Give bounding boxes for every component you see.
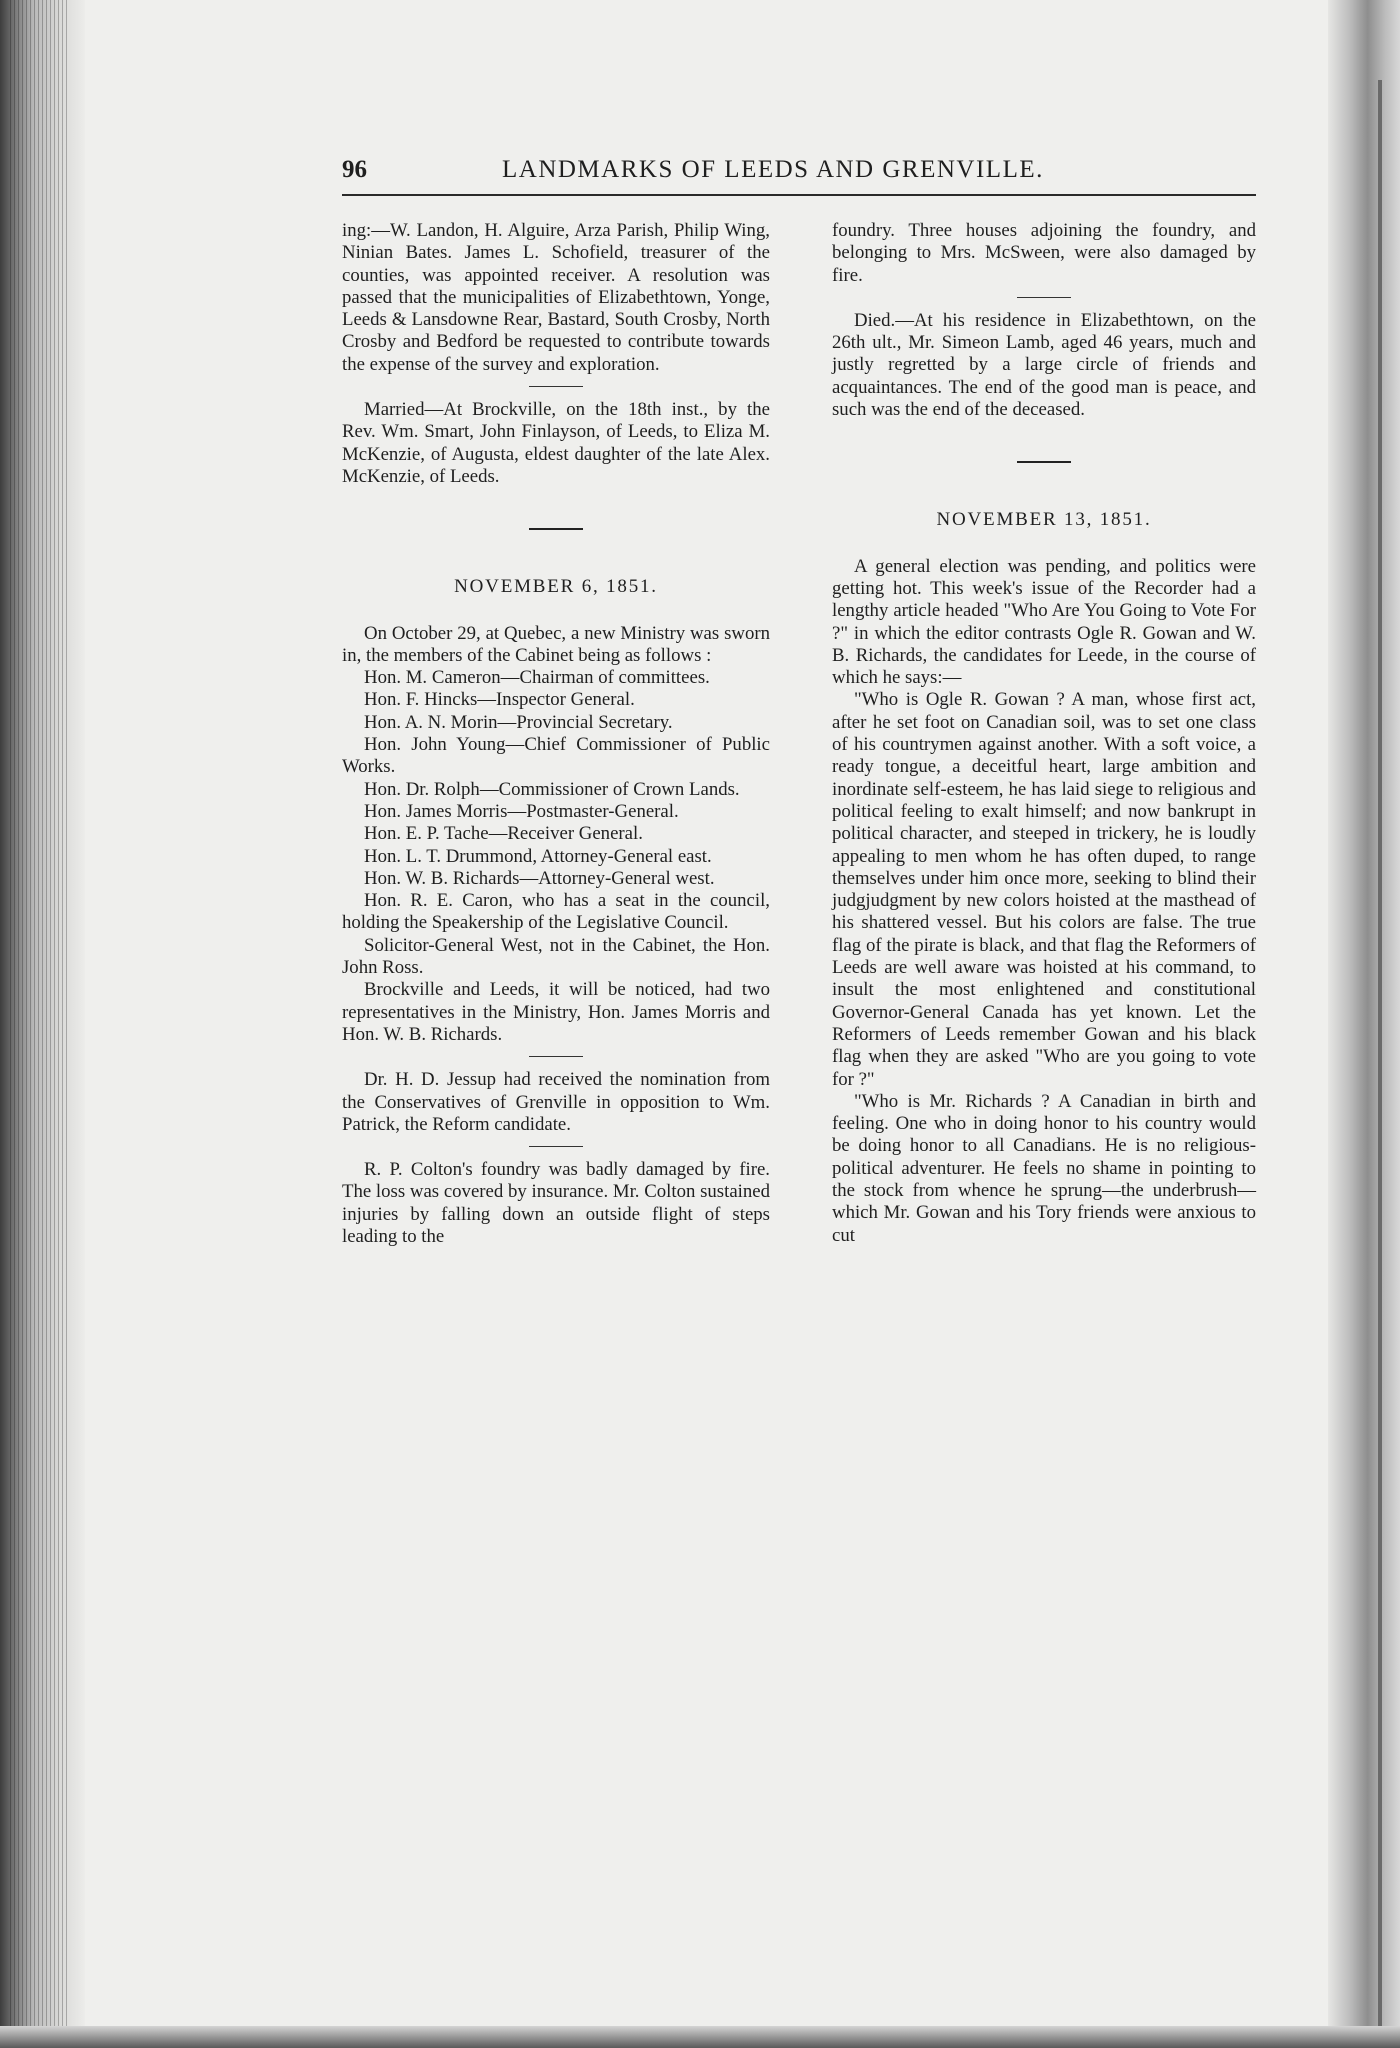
paragraph: Dr. H. D. Jessup had received the nomination from the Conservatives of Grenville in opposition to Wm. Patrick, the Reform candidate. [342,1069,770,1135]
cabinet-item: Brockville and Leeds, it will be noticed, had two representatives in the Ministry, Hon. James Morris and Hon. W. B. Richards. [342,979,770,1045]
page-header [342,152,1256,196]
section-divider [529,528,583,530]
marriage-notice: Married—At Brockville, on the 18th inst., by the Rev. Wm. Smart, John Finlayson, of Leeds, to Eliza M. McKenzie, of Augusta, eldest daughter of the late Alex. McKenzie, of Leeds. [342,399,770,487]
death-notice: Died.—At his residence in Elizabethtown, on the 26th ult., Mr. Simeon Lamb, aged 46 years, much and justly regretted by a large circle of friends and acquaintances. The end of the good man is peace, and such was the end of the deceased. [832,309,1256,421]
cabinet-item: Hon. R. E. Caron, who has a seat in the council, holding the Speakership of the Legislative Council. [342,890,770,934]
cabinet-item: Hon. Dr. Rolph—Commissioner of Crown Lands. [364,778,740,800]
quoted-paragraph: "Who is Ogle R. Gowan ? A man, whose first act, after he set foot on Canadian soil, was to set one class of his countrymen against another. With a soft voice, a ready tongue, a deceitful heart, large ambition and inordinate self-esteem, he has laid siege to religious and political feeling to exalt himself; and now bankrupt in political character, and steeped in trickery, he is loudly appealing to men whom he has often duped, to range themselves under him once more, seeking to blind their judgjudgment by new colors hoisted at the masthead of his shattered vessel. But his colors are false. The true flag of the pirate is black, and that flag the Reformers of Leeds are well aware was hoisted at his command, to insult the most enlightened and constitutional Governor-General Canada has yet known. Let the Reformers of Leeds remember Gowan and his black flag when they are asked "Who are you going to vote for ?" [832,689,1256,1090]
cabinet-item: Hon. E. P. Tache—Receiver General. [364,823,643,845]
section-divider [1017,461,1071,463]
divider [529,1056,583,1057]
paragraph: R. P. Colton's foundry was badly damaged by fire. The loss was covered by insurance. Mr. Colton sustained injuries by falling down an outside flight of steps leading to the [342,1159,770,1247]
divider [1017,297,1071,298]
running-title: LANDMARKS OF LEEDS AND GRENVILLE. [502,156,1044,183]
section-heading: NOVEMBER 13, 1851. [936,509,1152,531]
paragraph: ing:—W. Landon, H. Alguire, Arza Parish, Philip Wing, Ninian Bates. James L. Schofield, treasurer of the counties, was appointed receiver. A resolution was passed that the municipalities of Elizabethtown, Yonge, Leeds & Lansdowne Rear, Bastard, South Crosby, North Crosby and Bedford be requested to contribute towards the expense of the survey and exploration. [342,220,770,375]
cabinet-item: Hon. W. B. Richards—Attorney-General west. [364,867,715,889]
cabinet-item: Hon. L. T. Drummond, Attorney-General east. [364,845,712,867]
divider [529,1146,583,1147]
page-edge-right [1378,80,1382,2040]
cabinet-item: Hon. John Young—Chief Commissioner of Public Works. [342,734,770,778]
page-number: 96 [342,156,367,183]
right-column [832,220,1256,1247]
divider [529,386,583,387]
cabinet-item: Hon. A. N. Morin—Provincial Secretary. [364,711,673,733]
page-bottom-edge [0,2026,1400,2048]
page-edges-left [10,0,70,2048]
section-heading: NOVEMBER 6, 1851. [454,576,658,598]
quoted-paragraph: "Who is Mr. Richards ? A Canadian in birth and feeling. One who in doing honor to his country would be doing honor to all Canadians. He is no religious-political adventurer. He feels no shame in pointing to the stock from whence he sprung—the underbrush—which Mr. Gowan and his Tory friends were anxious to cut [832,1090,1256,1246]
left-column [342,220,770,1248]
paragraph: On October 29, at Quebec, a new Ministry was sworn in, the members of the Cabinet being as follows : [342,622,770,666]
cabinet-item: Hon. M. Cameron—Chairman of committees. [364,667,710,689]
book-gutter-right [1328,0,1400,2048]
cabinet-item: Hon. James Morris—Postmaster-General. [364,800,679,822]
cabinet-item: Solicitor-General West, not in the Cabinet, the Hon. John Ross. [342,934,770,979]
paragraph: A general election was pending, and politics were getting hot. This week's issue of the Recorder had a lengthy article headed "Who Are You Going to Vote For ?" in which the editor contrasts Ogle R. Gowan and W. B. Richards, the candidates for Leede, in the course of which he says:— [832,555,1256,689]
paragraph: foundry. Three houses adjoining the foundry, and belonging to Mrs. McSween, were also damaged by fire. [832,220,1256,286]
cabinet-item: Hon. F. Hincks—Inspector General. [364,689,635,711]
